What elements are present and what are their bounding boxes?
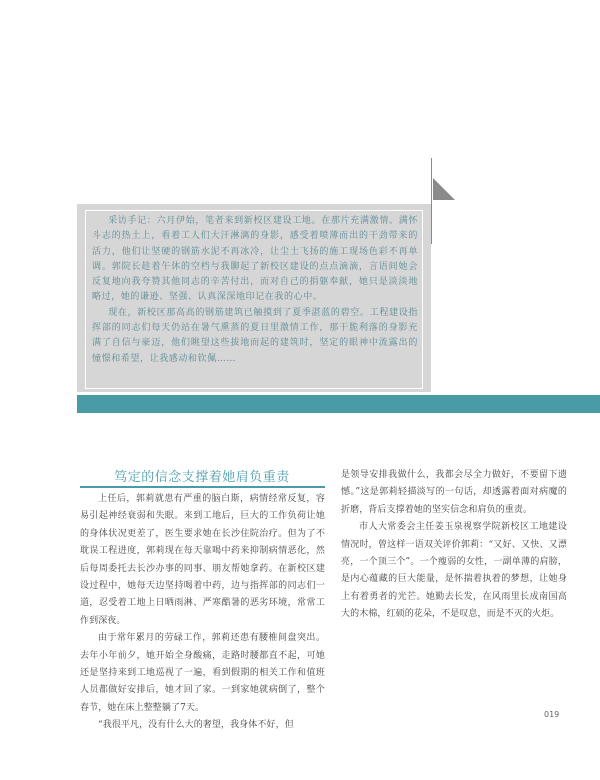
corner-triangle-icon <box>433 178 455 200</box>
left-column <box>80 491 325 735</box>
body-paragraph: 上任后，郭莉就患有严重的脑白斯，病情经常反复，容易引起神经衰弱和失眠。来到工地后，巨大的工作负荷让她的身体状况更差了，医生要求她在长沙住院治疗。但为了不耽误工程进度，郭莉现在每天靠喝中药来抑制病情恶化，然后每周委托去长沙办事的同事、朋友帮她拿药。在新校区建设过程中，她每天边坚持喝着中药，边与指挥部的同志们一道，忍受着工地上日晒雨淋、严寒酷暑的恶劣环境，常常工作到深夜。 <box>80 494 325 626</box>
body-paragraph: 是领导安排我做什么，我都会尽全力做好，不要留下遗憾。”这是郭莉轻描淡写的一句话，却透露着面对病魔的折磨，背后支撑着她的坚实信念和肩负的重责。 <box>341 470 567 515</box>
body-paragraph: “我很平凡，没有什么大的奢望，我身体不好，但 <box>98 720 294 731</box>
accent-bar <box>77 395 600 413</box>
intro-text <box>92 214 418 367</box>
right-column <box>341 467 567 624</box>
decorative-vertical-line <box>431 158 432 244</box>
heading-underline <box>80 486 325 488</box>
section-heading: 笃定的信念支撑着她肩负重责 <box>114 470 290 485</box>
body-paragraph: 市人大常委会主任姜玉泉视察学院新校区工地建设情况时，曾这样一语双关评价郭莉：“又好、又快、又漂亮，一个顶三个”。一个瘦弱的女性，一副单薄的肩膀，是内心蕴藏的巨大能量，是怀揣着执着的梦想，让她身上有着勇者的光芒。她勤去长发，在风雨里长成南国高大的木棉，红硕的花朵，不是叹息，而是不灭的火炬。 <box>341 522 567 620</box>
intro-paragraph: 现在，新校区那高高的钢筋建筑已触摸到了夏季湛蓝的碧空。工程建设指挥部的同志们每天仍站在暑气熏蒸的夏日里激情工作，那干脆利落的身影充满了自信与豪迈，他们眺望这些拔地而起的建筑时，坚定的眼神中流露出的憧憬和希望，让我感动和钦佩…… <box>92 307 418 364</box>
page-number: 019 <box>544 710 560 719</box>
intro-paragraph: 采访手记：六月伊始，笔者来到新校区建设工地。在那片充满激情、满怀斗志的热土上，看着工人们大汗淋漓的身影，感受着喷薄而出的干劲带来的活力，他们让坚硬的钢筋水泥不再冰冷，让尘土飞扬的施工现场色彩不再单调。郭院长趁着午休的空档与我聊起了新校区建设的点点滴滴，言语间她会反复地向我夸赞其他同志的辛苦付出，而对自己的捐躯奉献，她只是淡淡地略过，她的谦逊、坚强、认真深深地印记在我的心中。 <box>92 216 418 303</box>
body-paragraph: 由于常年累月的劳碌工作，郭莉还患有腰椎间盘突出。去年小年前夕，她开始全身酸痛，走路时腰都直不起，可她还是坚持来到工地巡视了一遍，看到假期的相关工作和值班人员都做好安排后，她才回了家。一到家她就病倒了，整个春节，她在床上整整躺了7天。 <box>80 633 325 713</box>
